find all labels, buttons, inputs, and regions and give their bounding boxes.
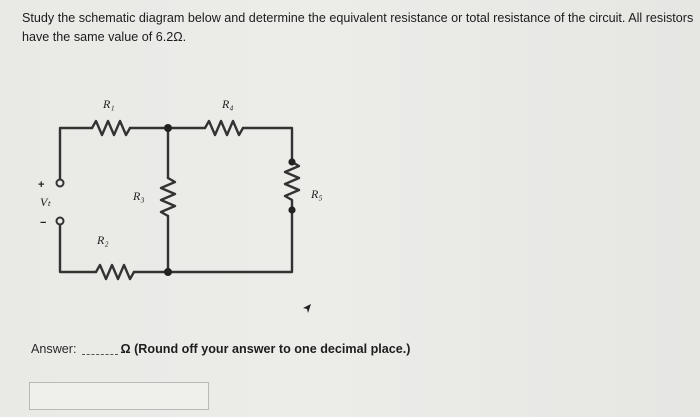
- label-minus: −: [40, 217, 47, 229]
- junction-dot: [164, 124, 172, 132]
- label-r1: R₁: [103, 97, 115, 111]
- wire-right-bottom: [168, 210, 292, 272]
- terminal-positive: [57, 180, 64, 187]
- junction-dot: [164, 268, 172, 276]
- label-plus: +: [38, 179, 45, 191]
- mouse-cursor-icon: [300, 302, 314, 316]
- resistor-r2: [96, 265, 134, 279]
- answer-row: [31, 338, 671, 360]
- answer-unit-hint: Ω (Round off your answer to one decimal place.): [120, 342, 411, 356]
- label-r4: R₄: [222, 97, 234, 111]
- resistor-r3: [161, 178, 175, 216]
- wire-top-left: [60, 128, 92, 165]
- resistor-r5: [285, 162, 299, 210]
- label-r3: R₃: [133, 189, 145, 203]
- junction-dot: [288, 206, 295, 213]
- wire-bottom-left: [60, 228, 96, 272]
- answer-label: Answer:: [31, 342, 77, 356]
- resistor-r4: [205, 121, 243, 135]
- label-vt: Vₜ: [40, 195, 51, 209]
- answer-input[interactable]: [29, 382, 209, 410]
- terminal-negative: [57, 218, 64, 225]
- answer-blank: [82, 343, 118, 355]
- wire-top-right: [243, 128, 292, 162]
- resistor-r1: [92, 121, 130, 135]
- junction-dot: [288, 158, 295, 165]
- question-text: Study the schematic diagram below and determine the equivalent resistance or total resistance of the circuit. All resistors have the same value of 6.2Ω.: [22, 11, 694, 44]
- label-r5: R₅: [311, 187, 323, 201]
- label-r2: R₂: [97, 233, 109, 247]
